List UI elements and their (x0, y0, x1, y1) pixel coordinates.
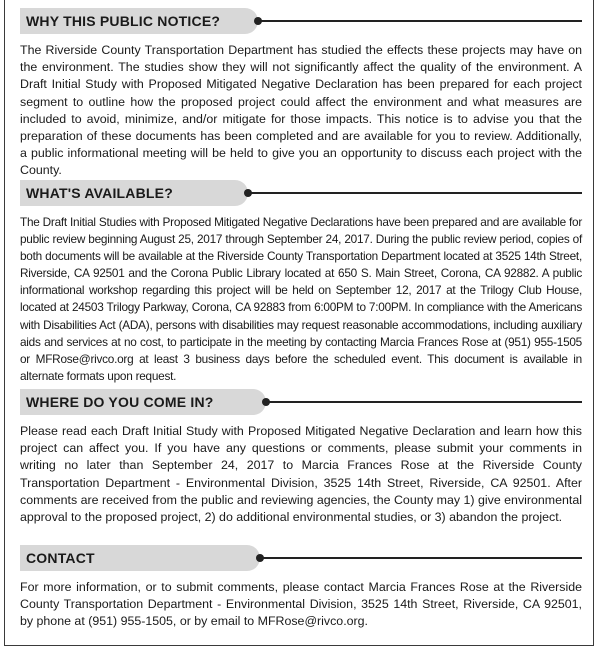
section-heading: WHERE DO YOU COME IN? (26, 394, 214, 410)
header-rule (262, 557, 582, 559)
header-rule (260, 20, 582, 22)
section-header (20, 8, 582, 34)
section-why-public-notice (20, 8, 582, 180)
section-heading: WHY THIS PUBLIC NOTICE? (26, 13, 221, 29)
section-header (20, 180, 582, 206)
section-body: The Draft Initial Studies with Proposed Mitigated Negative Declarations have been prepared and are available for public review beginning August 25, 2017 through September 24, 2017. During the public review period, copies of both documents will be available at the Riverside County Transportation Department located at 3525 14th Street, Riverside, CA 92501 and the Corona Public Library located at 650 S. Main Street, Corona, CA 92882. A public informational workshop regarding this project will be held on September 12, 2017 at the Trilogy Club House, located at 24503 Trilogy Parkway, Corona, CA 92883 from 6:00PM to 7:00PM. In compliance with the Americans with Disabilities Act (ADA), persons with disabilities may request reasonable accommodations, including auxiliary aids and services at no cost, to participate in the meeting by contacting Marcia Frances Rose at (951) 955-1505 or MFRose@rivco.org at least 3 business days before the scheduled event. This document is available in alternate formats upon request. (20, 215, 582, 383)
section-body: For more information, or to submit comments, please contact Marcia Frances Rose at the Riverside County Transportation Department - Environmental Division, 3525 14th Street, Riverside, CA 92501, by phone at (951) 955-1505, or by email to MFRose@rivco.org. (20, 580, 582, 629)
header-rule (268, 401, 582, 403)
section-whats-available (20, 180, 582, 385)
section-contact (20, 545, 582, 631)
section-header (20, 545, 582, 571)
header-rule (250, 192, 582, 194)
section-body: The Riverside County Transportation Department has studied the effects these projects may have on the environment. The studies show they will not significantly affect the quality of the environment. A Draft Initial Study with Proposed Mitigated Negative Declaration has been prepared for each project segment to outline how the proposed project could affect the environment and what measures are included to avoid, minimize, and/or mitigate for those impacts. This notice is to advise you that the preparation of these documents has been completed and are available for you to review. Additionally, a public informational meeting will be held to give you an opportunity to discuss each project with the County. (20, 43, 582, 178)
section-heading: CONTACT (26, 550, 95, 566)
section-heading-tab (20, 389, 266, 415)
section-heading-tab (20, 180, 248, 206)
section-where-do-you-come-in (20, 389, 582, 526)
section-heading-tab (20, 545, 260, 571)
section-heading: WHAT'S AVAILABLE? (26, 185, 173, 201)
section-header (20, 389, 582, 415)
section-heading-tab (20, 8, 258, 34)
section-body: Please read each Draft Initial Study with Proposed Mitigated Negative Declaration and learn how this project can affect you. If you have any questions or comments, please submit your comments in writing no later than September 24, 2017 to Marcia Frances Rose at the Riverside County Transportation Department - Environmental Division, 3525 14th Street, Riverside, CA 92501. After comments are received from the public and reviewing agencies, the County may 1) give environmental approval to the proposed project, 2) do additional environmental studies, or 3) abandon the project. (20, 424, 582, 525)
